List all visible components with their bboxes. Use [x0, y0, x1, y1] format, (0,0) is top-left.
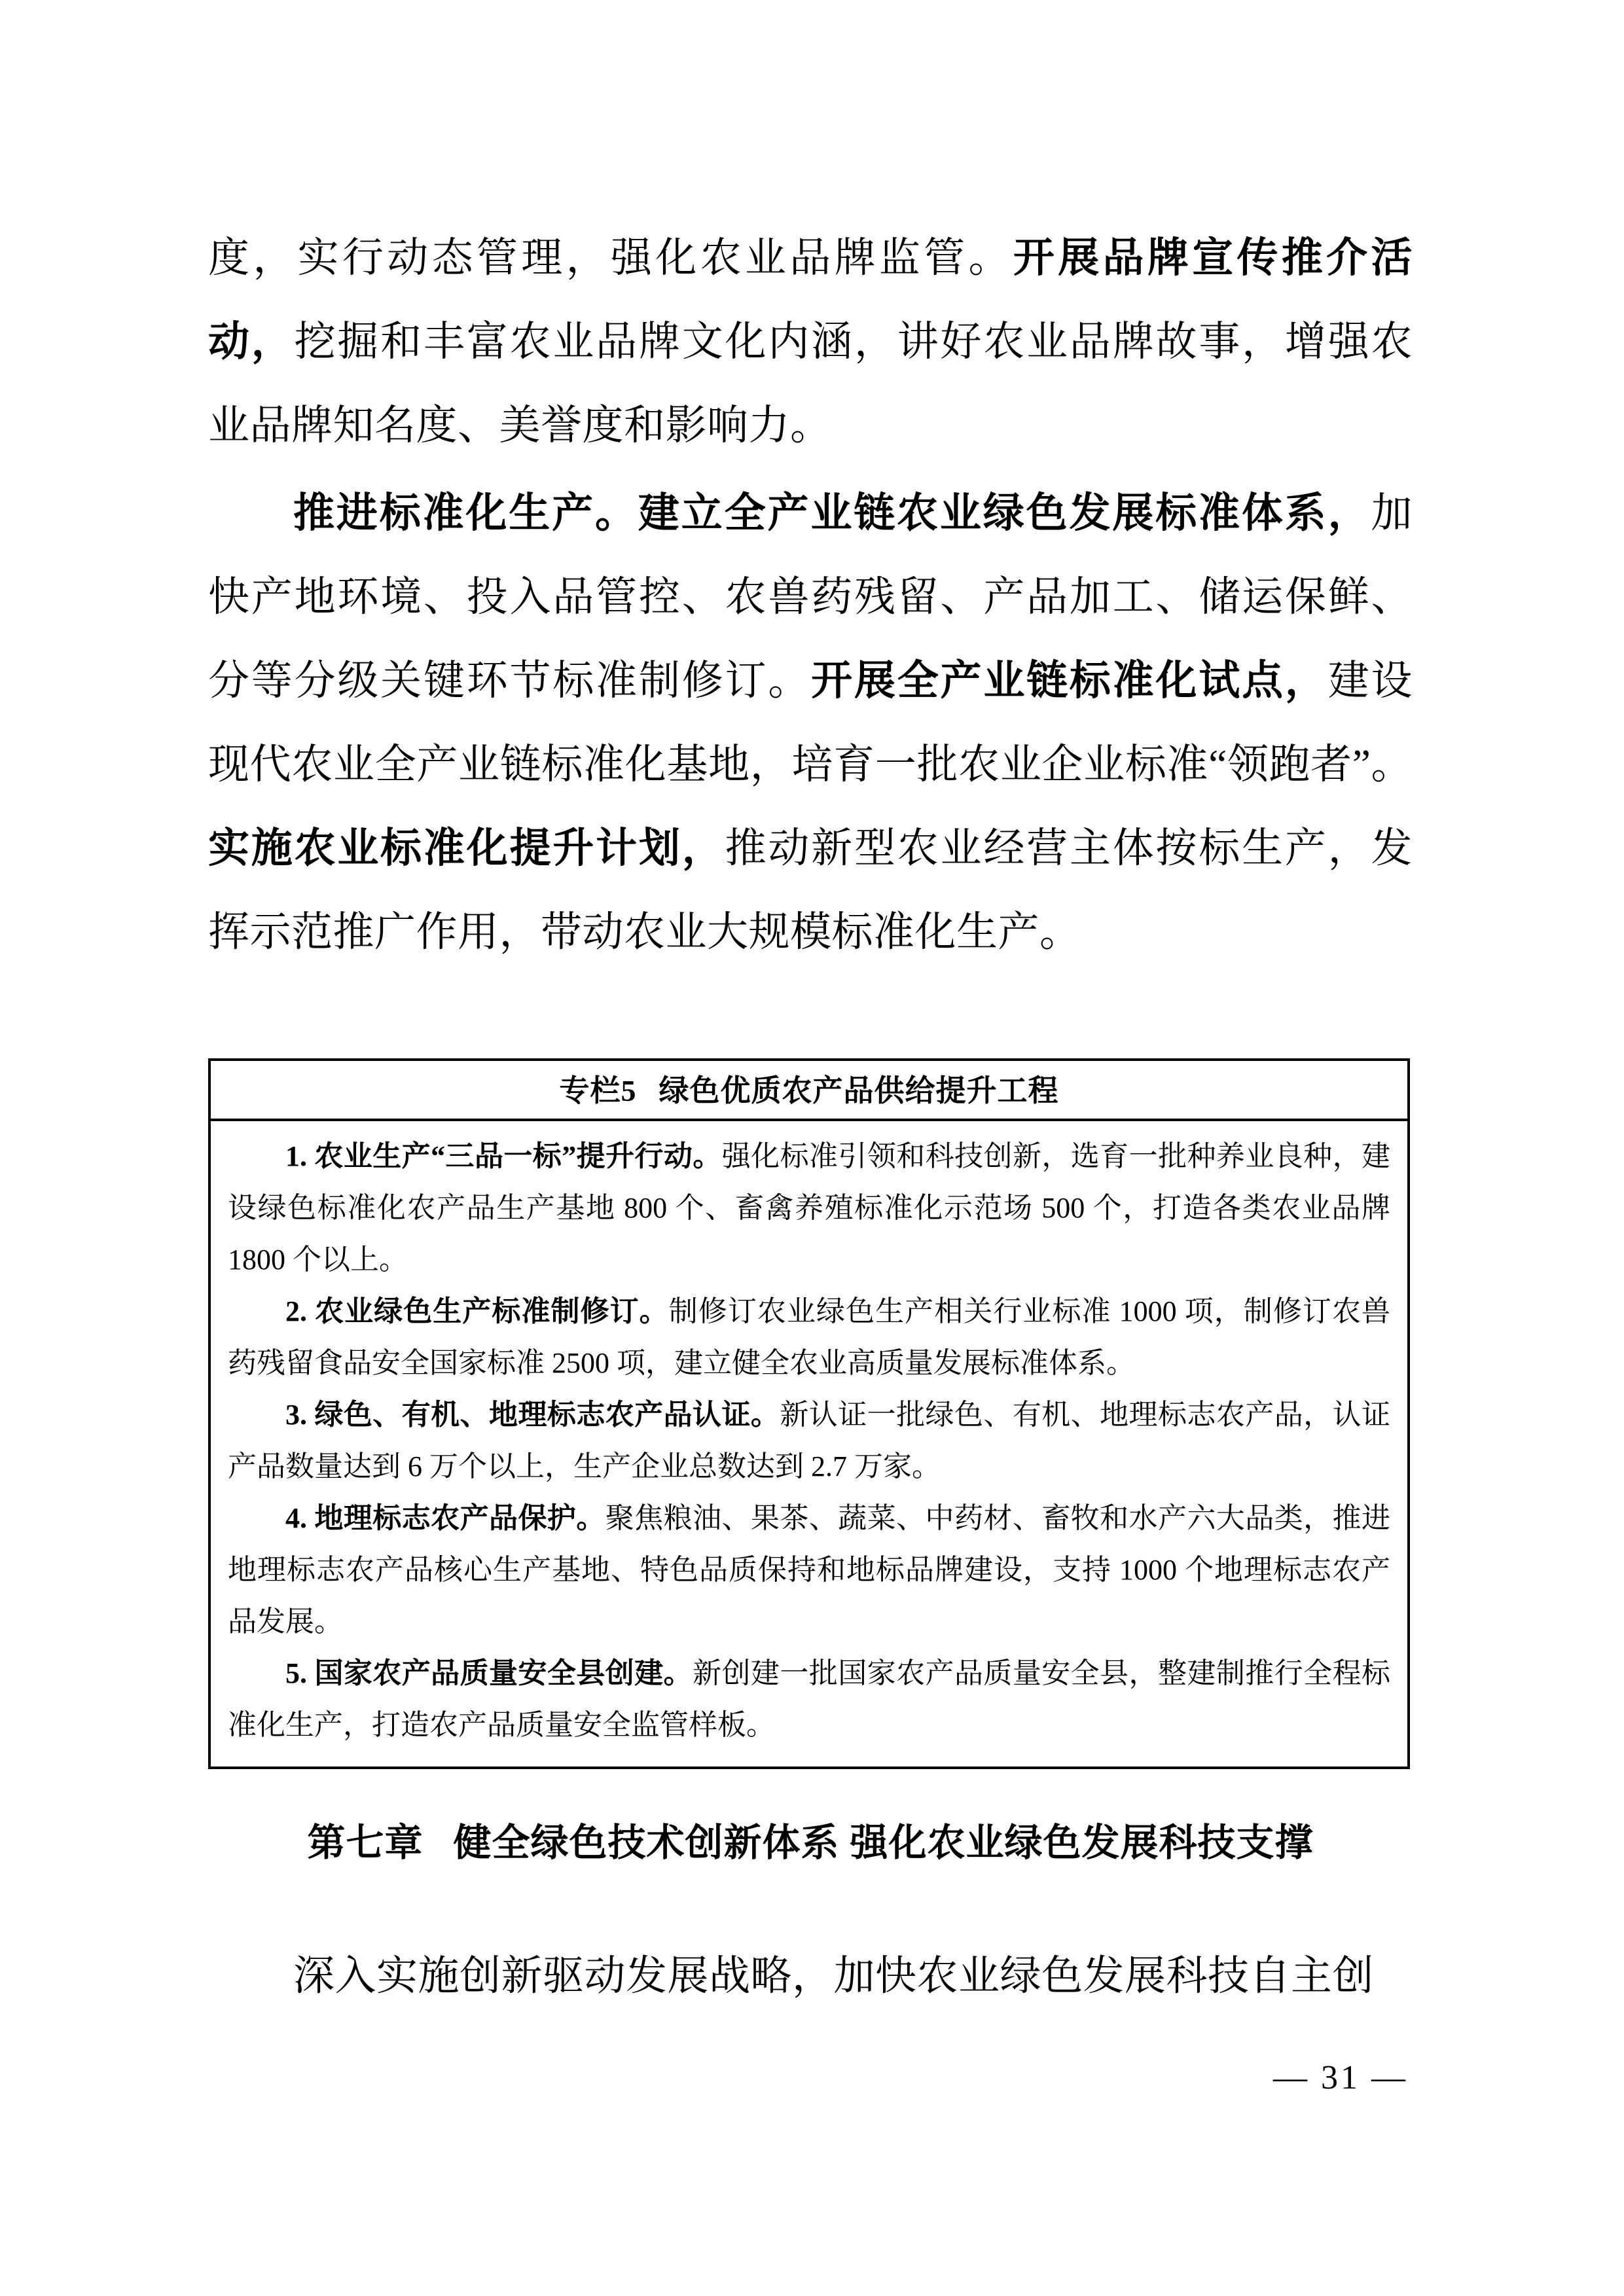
- chapter-title-part-1: 健全绿色技术创新体系: [453, 1821, 840, 1864]
- paragraph-2-bold-1: 建立全产业链农业绿色发展标准体系，: [638, 490, 1371, 536]
- column-box-item: [228, 1285, 1390, 1389]
- item-text: 新创建一批国家农产品质量安全县，整建制推行全程标准化生产，打造农产品质量安全监管样板。: [228, 1657, 1391, 1741]
- paragraph-standardized-production: [208, 471, 1413, 974]
- column-box-item: [228, 1389, 1390, 1492]
- column-box-body: [211, 1121, 1407, 1767]
- item-number: 4.: [285, 1502, 307, 1534]
- column-box-item: [228, 1130, 1390, 1285]
- paragraph-brand-supervision: [208, 216, 1413, 467]
- column-box-title-number: 5: [621, 1074, 637, 1107]
- item-topic: 农业生产“三品一标”提升行动。: [314, 1140, 722, 1172]
- column-box-item: [228, 1492, 1390, 1647]
- trailing-text-column: [208, 1934, 1413, 2022]
- column-box-title: [211, 1061, 1407, 1121]
- item-number: 1.: [285, 1140, 307, 1172]
- item-topic: 绿色、有机、地理标志农产品认证。: [314, 1399, 780, 1431]
- item-number: 3.: [285, 1399, 307, 1431]
- chapter-heading: [208, 1810, 1413, 1876]
- paragraph-2-regular-2: 建设现代农业全产业链标准化基地，培育一批农业企业标准“领跑者”。: [208, 658, 1413, 787]
- paragraph-2-lead: 推进标准化生产。: [293, 490, 638, 536]
- paragraph-2-regular-1: 加快产地环境、投入品管控、农兽药残留、产品加工、储运保鲜、分等分级关键环节标准制修订。: [208, 490, 1413, 704]
- paragraph-2-regular-3: 推动新型农业经营主体按标生产，发挥示范推广作用，带动农业大规模标准化生产。: [208, 825, 1413, 955]
- chapter-title-part-2: 强化农业绿色发展科技支撑: [850, 1821, 1314, 1864]
- paragraph-1-segment-regular-2: 挖掘和丰富农业品牌文化内涵，讲好农业品牌故事，增强农业品牌知名度、美誉度和影响力。: [208, 319, 1413, 448]
- paragraph-2-bold-3: 实施农业标准化提升计划，: [208, 825, 725, 871]
- item-text: 强化标准引领和科技创新，选育一批种养业良种，建设绿色标准化农产品生产基地 800 个、畜禽养殖标准化示范场 500 个，打造各类农业品牌 1800 个以上。: [228, 1140, 1391, 1276]
- item-text: 聚焦粮油、果茶、蔬菜、中药材、畜牧和水产六大品类，推进地理标志农产品核心生产基地、特色品质保持和地标品牌建设，支持 1000 个地理标志农产品发展。: [228, 1502, 1391, 1638]
- chapter-number: 第七章: [307, 1821, 424, 1864]
- column-box-title-label: 专栏: [559, 1074, 621, 1107]
- column-box-item: [228, 1647, 1390, 1751]
- item-topic: 农业绿色生产标准制修订。: [315, 1295, 669, 1327]
- item-text: 制修订农业绿色生产相关行业标准 1000 项，制修订农兽药残留食品安全国家标准 2500 项，建立健全农业高质量发展标准体系。: [228, 1295, 1391, 1379]
- item-number: 5.: [285, 1657, 307, 1689]
- paragraph-2-bold-2: 开展全产业链标准化试点，: [811, 658, 1328, 704]
- column-box-5: [208, 1058, 1410, 1769]
- item-text: 新认证一批绿色、有机、地理标志农产品，认证产品数量达到 6 万个以上，生产企业总数达到 2.7 万家。: [228, 1399, 1391, 1482]
- paragraph-1-bold-phrase: 开展品牌宣传推介活动，: [208, 235, 1413, 365]
- column-box-title-name: 绿色优质农产品供给提升工程: [659, 1074, 1059, 1107]
- item-number: 2.: [285, 1295, 307, 1327]
- item-topic: 地理标志农产品保护。: [314, 1502, 605, 1534]
- page-number: — 31 —: [1273, 2059, 1408, 2096]
- body-text-column: [208, 216, 1413, 978]
- paragraph-1-segment-regular-1: 度，实行动态管理，强化农业品牌监管。: [208, 235, 1013, 281]
- paragraph-innovation-drive: 深入实施创新驱动发展战略，加快农业绿色发展科技自主创: [293, 1953, 1374, 1999]
- item-topic: 国家农产品质量安全县创建。: [314, 1657, 693, 1689]
